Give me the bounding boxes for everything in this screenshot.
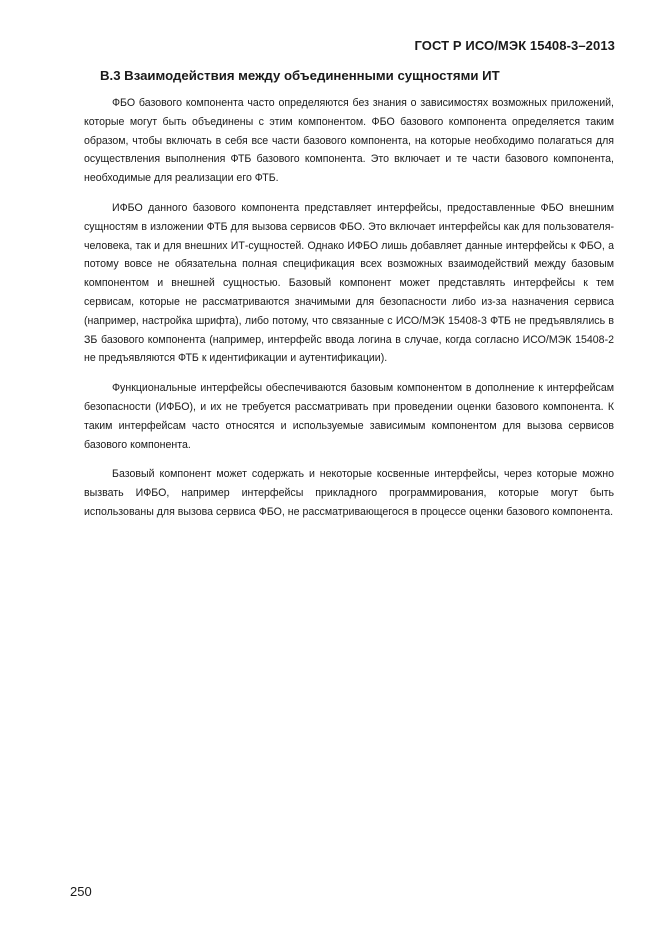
section-title: B.3 Взаимодействия между объединенными сущностями ИТ bbox=[100, 68, 500, 83]
paragraph-4: Базовый компонент может содержать и некоторые косвенные интерфейсы, через которые можно вызвать ИФБО, например интерфейсы прикладного программирования, которые могут быть использованы для вызова сервиса ФБО, не рассматривающегося в процессе оценки базового компонента. bbox=[84, 468, 614, 518]
body-text bbox=[84, 94, 614, 533]
page-number: 250 bbox=[70, 884, 92, 899]
paragraph-2: ИФБО данного базового компонента представляет интерфейсы, предоставленные ФБО внешним сущностям в изложении ФТБ для вызова сервисов ФБО. Это включает интерфейсы как для пользователя-человека, так и для внешних ИТ-сущностей. Однако ИФБО лишь добавляет данные интерфейсы к ФБО, а потому вовсе не обязательна полная спецификация всех возможных взаимодействий между базовым компонентом и внешней сущностью. Базовый компонент может представлять интерфейсы к тем сервисам, которые не рассматриваются значимыми для безопасности либо из-за назначения сервиса (например, настройка шрифта), либо потому, что связанные с ИСО/МЭК 15408-3 ФТБ не предъявлялись в ЗБ базового компонента (например, интерфейс ввода логина в случае, когда согласно ИСО/МЭК 15408-2 не предъявляются ФТБ к идентификации и аутентификации). bbox=[84, 201, 614, 365]
document-standard-header: ГОСТ Р ИСО/МЭК 15408-3–2013 bbox=[414, 38, 615, 53]
paragraph-3: Функциональные интерфейсы обеспечиваются базовым компонентом в дополнение к интерфейсам безопасности (ИФБО), и их не требуется рассматривать при проведении оценки базового компонента. К таким интерфейсам часто относятся и используемые зависимым компонентом для вызова сервисов базового компонента. bbox=[84, 382, 614, 451]
paragraph-1: ФБО базового компонента часто определяются без знания о зависимостях возможных приложений, которые могут быть объединены с этим компонентом. ФБО базового компонента определяется таким образом, чтобы включать в себя все части базового компонента, на которые необходимо полагаться для осуществления выполнения ФТБ базового компонента. Это включает и те части базового компонента, необходимые для реализации его ФТБ. bbox=[84, 97, 614, 185]
